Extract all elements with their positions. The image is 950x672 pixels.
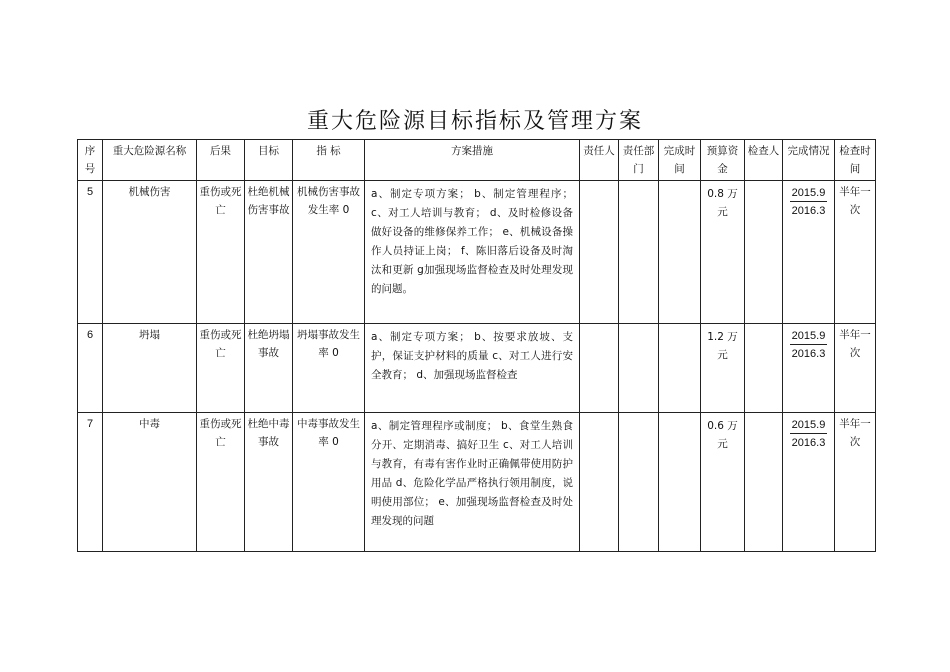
- cell-inspector: [745, 324, 783, 413]
- table-row: [78, 181, 876, 324]
- header-goal: 目标: [245, 140, 293, 181]
- cell-status: [783, 181, 835, 324]
- cell-person: [580, 181, 619, 324]
- cell-budget: 1.2 万元: [701, 324, 745, 413]
- cell-seq: 6: [78, 324, 103, 413]
- header-finish-time: 完成时间: [659, 140, 701, 181]
- cell-indicator: 坍塌事故发生率 0: [293, 324, 365, 413]
- cell-name: 中毒: [103, 413, 197, 552]
- cell-name: 坍塌: [103, 324, 197, 413]
- cell-check-time: 半年一次: [835, 181, 876, 324]
- cell-finish-time: [659, 413, 701, 552]
- cell-consequence: 重伤或死亡: [197, 324, 245, 413]
- header-dept: 责任部门: [619, 140, 659, 181]
- cell-seq: 7: [78, 413, 103, 552]
- header-name: 重大危险源名称: [103, 140, 197, 181]
- cell-status: [783, 324, 835, 413]
- cell-dept: [619, 324, 659, 413]
- cell-consequence: 重伤或死亡: [197, 181, 245, 324]
- status-end: 2016.3: [791, 437, 826, 449]
- cell-dept: [619, 181, 659, 324]
- cell-inspector: [745, 181, 783, 324]
- status-start: 2015.9: [790, 185, 827, 202]
- status-end: 2016.3: [791, 205, 826, 217]
- header-check-time: 检查时间: [835, 140, 876, 181]
- header-measures: 方案措施: [365, 140, 580, 181]
- cell-budget: 0.6 万元: [701, 413, 745, 552]
- status-start: 2015.9: [790, 328, 827, 345]
- header-seq: 序号: [78, 140, 103, 181]
- header-person: 责任人: [580, 140, 619, 181]
- cell-goal: 杜绝中毒事故: [245, 413, 293, 552]
- hazard-table: [77, 139, 876, 552]
- page-title: 重大危险源目标指标及管理方案: [306, 109, 643, 134]
- cell-seq: 5: [78, 181, 103, 324]
- cell-indicator: 中毒事故发生率 0: [293, 413, 365, 552]
- header-indicator: 指 标: [293, 140, 365, 181]
- cell-measures: a、制定专项方案； b、按要求放坡、支护，保证支护材料的质量 c、对工人进行安全教育； d、加强现场监督检查: [365, 324, 580, 413]
- cell-consequence: 重伤或死亡: [197, 413, 245, 552]
- table-row: [78, 413, 876, 552]
- cell-goal: 杜绝机械伤害事故: [245, 181, 293, 324]
- cell-dept: [619, 413, 659, 552]
- header-status: 完成情况: [783, 140, 835, 181]
- cell-check-time: 半年一次: [835, 413, 876, 552]
- cell-finish-time: [659, 181, 701, 324]
- cell-check-time: 半年一次: [835, 324, 876, 413]
- header-row: [78, 140, 876, 181]
- status-end: 2016.3: [791, 348, 826, 360]
- header-budget: 预算资金: [701, 140, 745, 181]
- cell-inspector: [745, 413, 783, 552]
- cell-measures: a、制定管理程序或制度； b、食堂生熟食分开、定期消毒、搞好卫生 c、对工人培训与教育，有毒有害作业时正确佩带使用防护用品 d、危险化学品严格执行领用制度，说明使用部位； e、加强现场监督检查及时处理发现的问题: [365, 413, 580, 552]
- cell-finish-time: [659, 324, 701, 413]
- table-row: [78, 324, 876, 413]
- cell-person: [580, 324, 619, 413]
- cell-budget: 0.8 万元: [701, 181, 745, 324]
- cell-goal: 杜绝坍塌事故: [245, 324, 293, 413]
- cell-indicator: 机械伤害事故发生率 0: [293, 181, 365, 324]
- status-start: 2015.9: [790, 417, 827, 434]
- cell-person: [580, 413, 619, 552]
- header-inspector: 检查人: [745, 140, 783, 181]
- header-consequence: 后果: [197, 140, 245, 181]
- cell-name: 机械伤害: [103, 181, 197, 324]
- cell-status: [783, 413, 835, 552]
- cell-measures: a、制定专项方案； b、制定管理程序； c、对工人培训与教育； d、及时检修设备做好设备的维修保养工作； e、机械设备操作人员持证上岗； f、陈旧落后设备及时淘汰和更新 g加强现场监督检查及时处理发现的问题。: [365, 181, 580, 324]
